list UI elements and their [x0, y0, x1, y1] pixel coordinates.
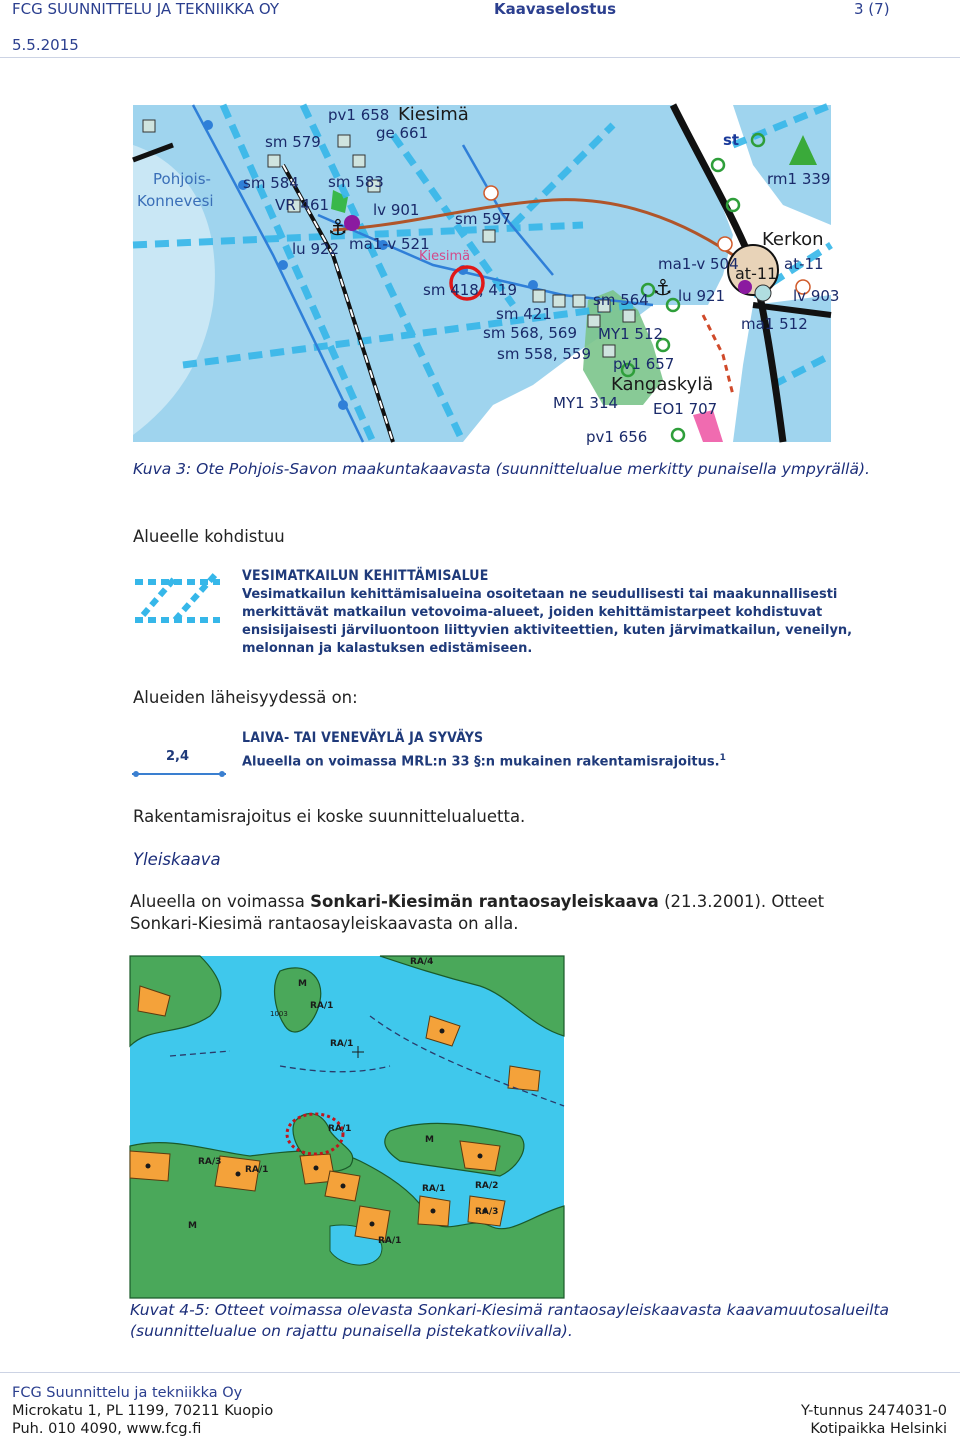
map-label-ma1v-504: ma1-v 504 [658, 255, 739, 273]
legend-laivavayla [130, 730, 750, 782]
map-label-lu-922: lu 922 [292, 240, 340, 258]
legend2-text: Alueella on voimassa MRL:n 33 §:n mukainen rakentamisrajoitus.$^1$ [242, 753, 726, 770]
header-doc-title: Kaavaselostus [494, 0, 617, 18]
legend-vesimatkailu [130, 566, 880, 662]
legend2-title: LAIVA- TAI VENEVÄYLÄ JA SYVÄYS [242, 730, 484, 746]
svg-text:⚓: ⚓ [328, 216, 348, 241]
legend-dashed-zone-icon [135, 570, 225, 630]
map-label-st: st [723, 131, 740, 149]
header-divider [0, 57, 960, 58]
yleiskaava-paragraph: Alueella on voimassa Sonkari-Kiesimän rantaosayleiskaava (21.3.2001). Otteet Sonkari-Kiesimä rantaosayleiskaavasta on alla. [130, 892, 825, 933]
map-label-eo1-707: EO1 707 [653, 400, 718, 418]
plan-label-m-mid: M [425, 1135, 434, 1145]
map-label-sm-568: sm 568, 569 [483, 324, 577, 342]
plan-label-ra2: RA/2 [475, 1181, 499, 1191]
text-alueiden-laheisyydessa: Alueiden läheisyydessä on: [133, 688, 358, 707]
map-label-konnevesi: Konnevesi [137, 192, 214, 210]
waterway-line-icon [130, 768, 230, 780]
plan-label-ra1-a: RA/1 [310, 1001, 334, 1011]
plan-label-ra1-e: RA/1 [422, 1184, 446, 1194]
map-label-pohjois: Pohjois- [153, 170, 211, 188]
map-label-sm-564: sm 564 [593, 291, 649, 309]
map-label-lv-903: lv 903 [793, 287, 840, 305]
plan-label-m-bot: M [188, 1221, 197, 1231]
map-label-rm1-339: rm1 339 [767, 170, 831, 188]
plan-label-ra1-c: RA/1 [328, 1124, 352, 1134]
plan-name-bold: Sonkari-Kiesimän rantaosayleiskaava [310, 892, 659, 911]
map-label-at-11b: at-11 [784, 255, 824, 273]
map-label-ma1v-521: ma1-v 521 [349, 235, 430, 253]
header-company: FCG SUUNNITTELU JA TEKNIIKKA OY [12, 0, 280, 18]
text-alueelle-kohdistuu: Alueelle kohdistuu [133, 527, 285, 546]
map-label-vr-461: VR 461 [275, 196, 330, 214]
footer-kotipaikka: Kotipaikka Helsinki [810, 1421, 947, 1437]
footer-phone-web: Puh. 010 4090, www.fcg.fi [12, 1421, 202, 1437]
map-label-kiesima: Kiesimä [398, 104, 469, 125]
map-label-sm-579: sm 579 [265, 133, 321, 151]
map-label-sm-558: sm 558, 559 [497, 345, 591, 363]
plan-label-ra3-b: RA/3 [475, 1207, 499, 1217]
map-label-kiesima-small: Kiesimä [419, 249, 471, 264]
plan-label-ra1-b: RA/1 [330, 1039, 354, 1049]
plan-label-ra4: RA/4 [410, 957, 434, 967]
map-label-sm-584: sm 584 [243, 174, 299, 192]
map-label-pv1-656: pv1 656 [586, 428, 648, 446]
plan-label-ra1-f: RA/1 [378, 1236, 402, 1246]
map-label-at-11: at-11 [735, 264, 778, 283]
footer-divider [0, 1372, 960, 1373]
figure2-caption: Kuvat 4-5: Otteet voimassa olevasta Sonkari-Kiesimä rantaosayleiskaavasta kaavamuutosalueilta (suunnittelualue on rajattu punaisella pistekatkoviivalla). [130, 1301, 889, 1340]
plan-label-ra1-d: RA/1 [245, 1165, 269, 1175]
footer-company: FCG Suunnittelu ja tekniikka Oy [12, 1385, 243, 1401]
map-label-sm-597: sm 597 [455, 210, 511, 228]
map-label-my1-512: MY1 512 [598, 325, 664, 343]
map-label-sm-421: sm 421 [496, 305, 552, 323]
map-label-ma1-512: ma1 512 [741, 315, 808, 333]
footer-address: Microkatu 1, PL 1199, 70211 Kuopio [12, 1403, 274, 1419]
map-label-sm-418: sm 418, 419 [423, 281, 517, 299]
map-label-lu-921: lu 921 [678, 287, 726, 305]
regional-plan-map [133, 104, 840, 446]
svg-text:⚓: ⚓ [653, 276, 673, 301]
header-date: 5.5.2015 [12, 36, 79, 54]
map-label-lv-901: lv 901 [373, 201, 420, 219]
map-label-sm-583: sm 583 [328, 173, 384, 191]
text-rakentamisrajoitus: Rakentamisrajoitus ei koske suunnittelualuetta. [133, 807, 526, 826]
plan-label-m-top: M [298, 979, 307, 989]
legend1-text: Vesimatkailun kehittämisalueina osoitetaan ne seudullisesti tai maakunnallisesti merkittävät matkailun vetovoima-alueet, joiden kehittämistarpeet kohdistuvat ensisijaisesti järviluontoon liittyvien aktiviteettien, kuten järvimatkailun, veneilyn, melonnan ja kalastuksen edistämiseen. [242, 587, 853, 656]
map-label-ge-661: ge 661 [376, 124, 429, 142]
map-label-pv1-657: pv1 657 [613, 355, 675, 373]
section-heading-yleiskaava: Yleiskaava [133, 850, 221, 869]
map-label-my1-314: MY1 314 [553, 394, 619, 412]
plan-label-1003: 1003 [270, 1010, 288, 1018]
master-plan-map [130, 956, 564, 1298]
legend2-depth-number: 2,4 [166, 749, 190, 764]
map-label-pv1-658: pv1 658 [328, 106, 390, 124]
header-page-number: 3 (7) [854, 0, 890, 18]
map-label-kangaskyla: Kangaskylä [611, 374, 714, 395]
footer-ytunnus: Y-tunnus 2474031-0 [800, 1403, 947, 1419]
figure1-caption: Kuva 3: Ote Pohjois-Savon maakuntakaavasta (suunnittelualue merkitty punaisella ympyrällä). [133, 460, 870, 478]
map-label-kerkon: Kerkon [762, 229, 824, 250]
legend1-title: VESIMATKAILUN KEHITTÄMISALUE [242, 568, 489, 584]
plan-label-ra3-a: RA/3 [198, 1157, 222, 1167]
